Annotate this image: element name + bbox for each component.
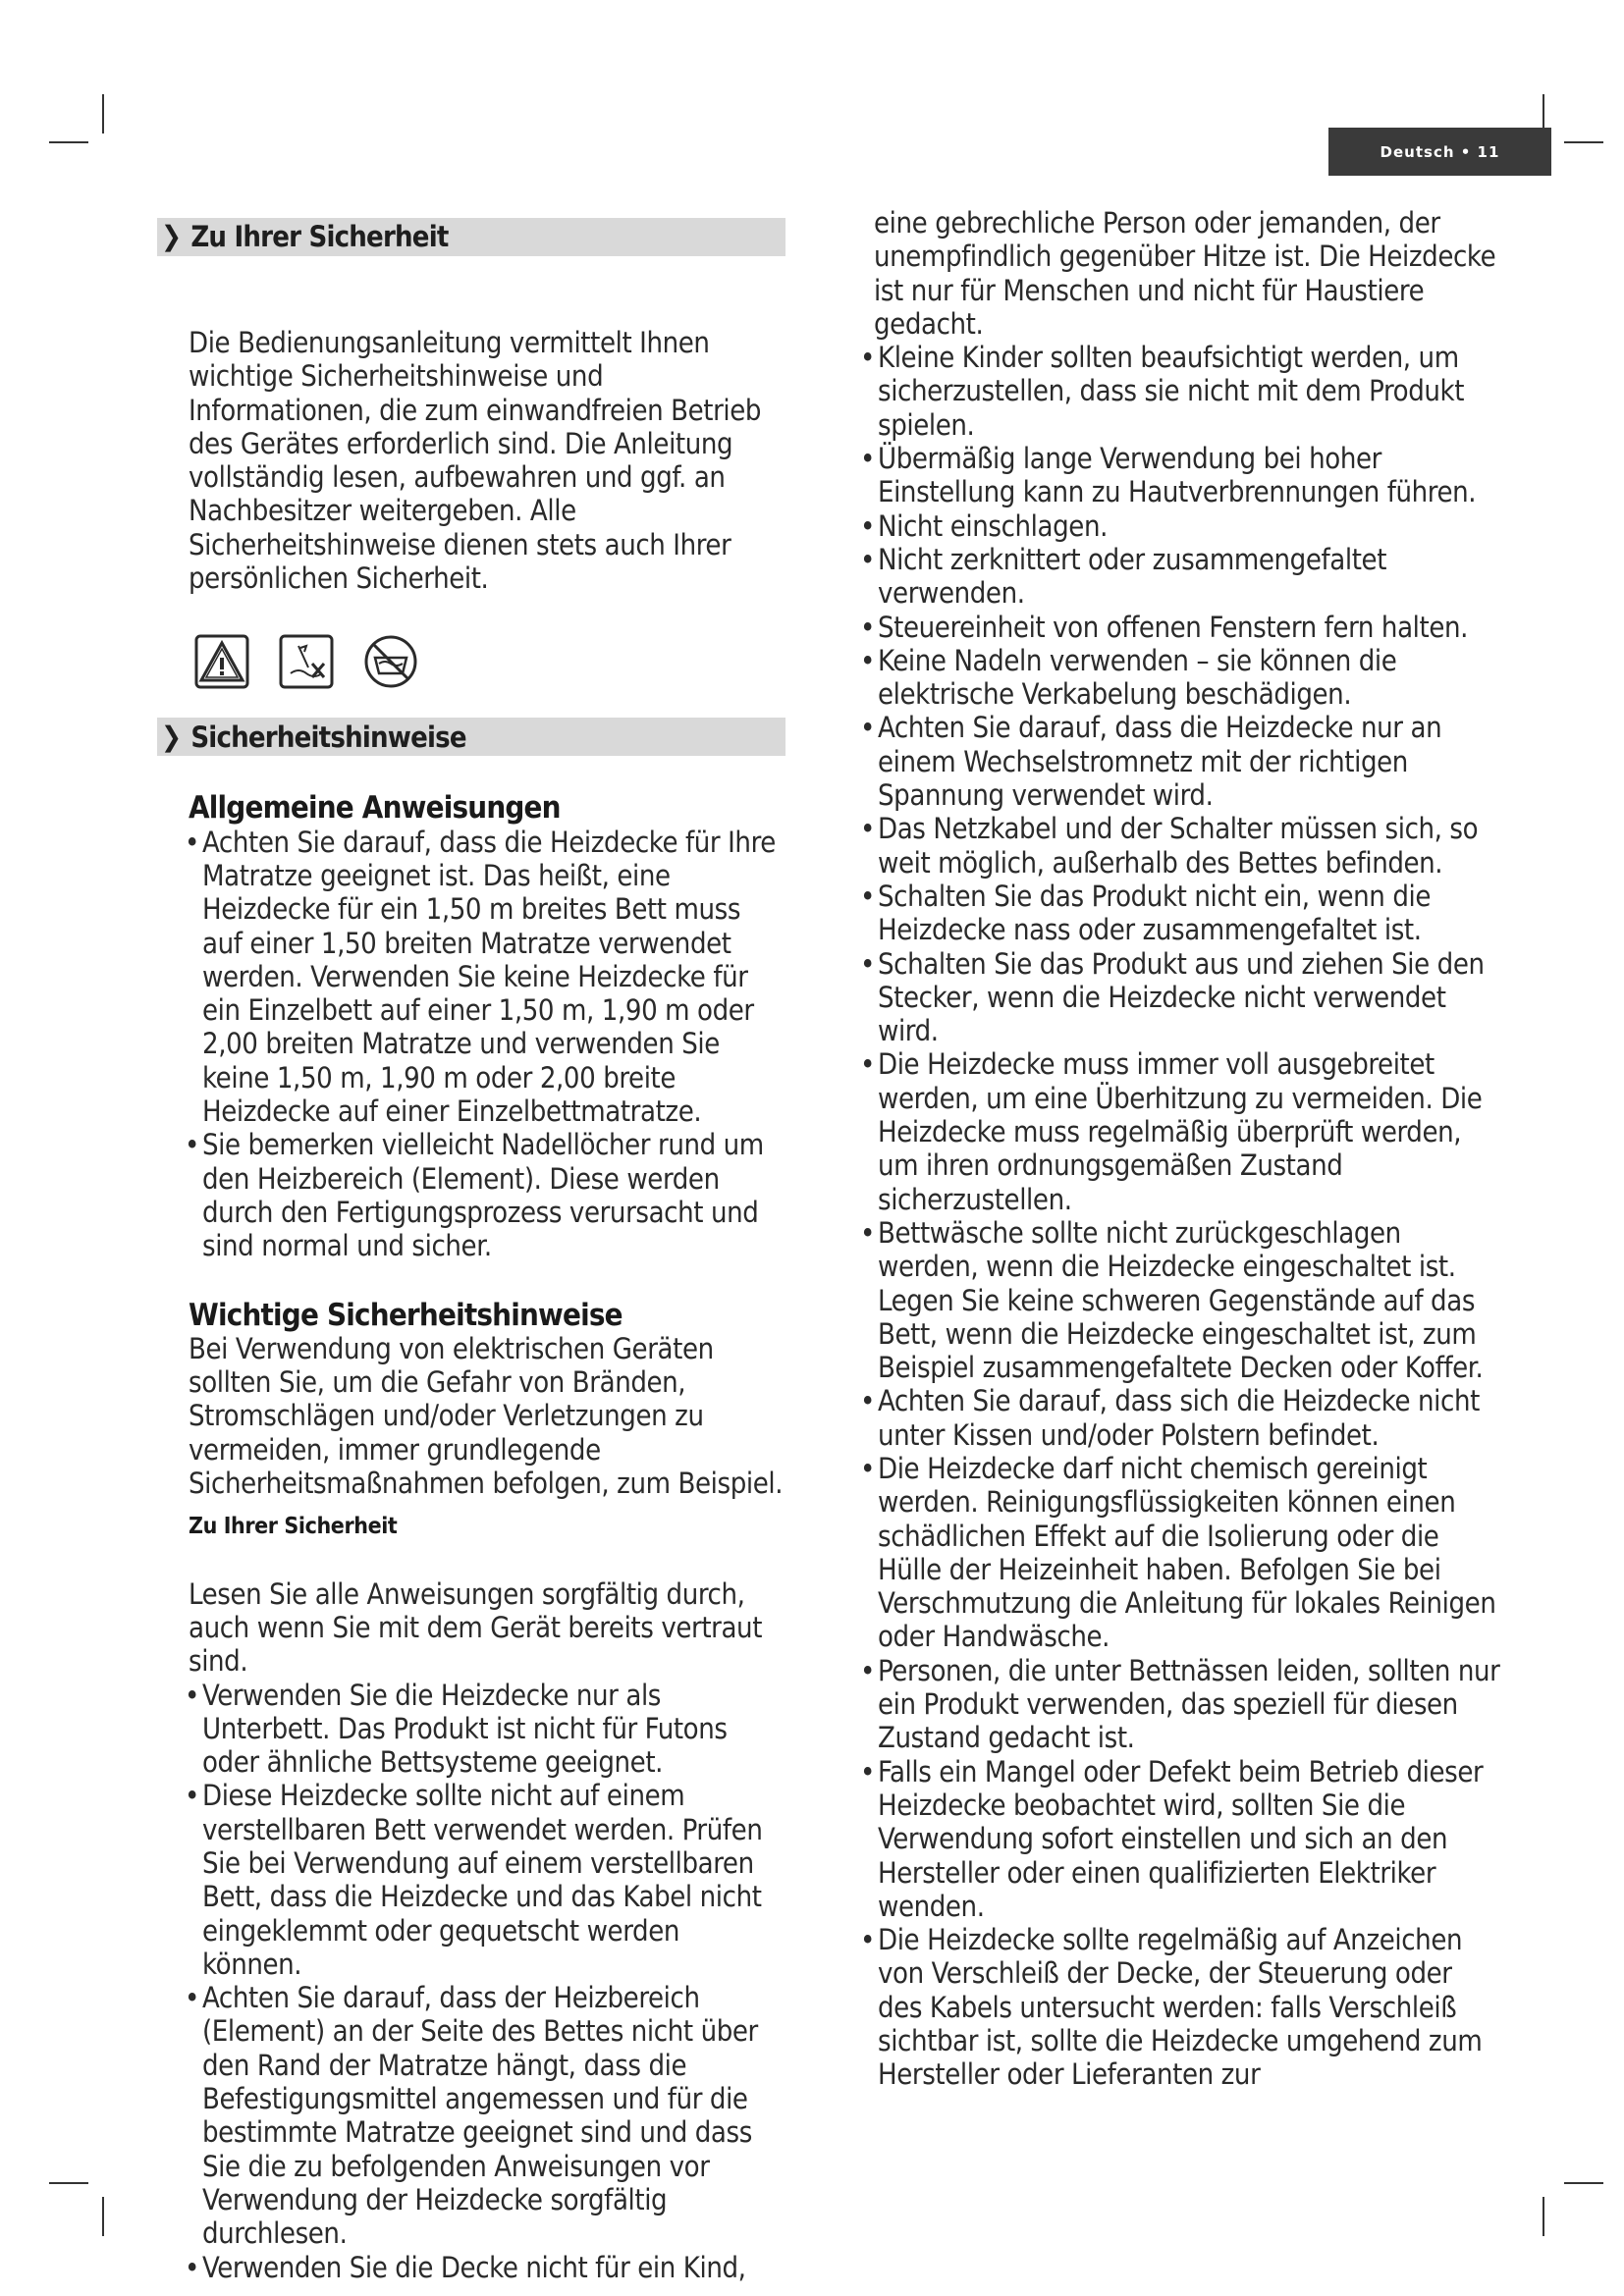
crop-mark	[1543, 2197, 1544, 2236]
safety-list	[157, 1679, 785, 2284]
list-item: • Verwenden Sie die Heizdecke nur als Unterbett. Das Produkt ist nicht für Futons oder ähnliche Bettsysteme geeignet.	[189, 1679, 785, 1780]
list-item: • Schalten Sie das Produkt nicht ein, wenn die Heizdecke nass oder zusammengefaltet ist.	[864, 880, 1502, 947]
crop-mark	[102, 2197, 104, 2236]
list-item: • Diese Heizdecke sollte nicht auf einem verstellbaren Bett verwendet werden. Prüfen Sie bei Verwendung auf einem verstellbaren Bett, dass die Heizdecke und das Kabel nicht eingeklemmt oder gequetscht werden können.	[189, 1779, 785, 1981]
list-item: • Keine Nadeln verwenden – sie können die elektrische Verkabelung beschädigen.	[864, 644, 1502, 712]
chevron-right-icon: ❯	[161, 720, 182, 753]
list-item: • Bettwäsche sollte nicht zurückgeschlagen werden, wenn die Heizdecke eingeschaltet ist. Legen Sie keine schweren Gegenstände auf das Bett, wenn die Heizdecke eingeschaltet ist, zum Beispiel zusammengefaltete Decken oder Koffer.	[864, 1216, 1502, 1384]
subheading-allgemeine: Allgemeine Anweisungen	[189, 790, 561, 827]
list-item: • Steuereinheit von offenen Fenstern fern halten.	[864, 611, 1502, 644]
section-heading-bar	[157, 218, 785, 256]
list-item: • Schalten Sie das Produkt aus und ziehen Sie den Stecker, wenn die Heizdecke nicht verwendet wird.	[864, 947, 1502, 1048]
page-language-tab: Deutsch • 11	[1328, 128, 1551, 176]
crop-mark	[49, 141, 88, 143]
crop-mark	[102, 94, 104, 133]
list-item: • Falls ein Mangel oder Defekt beim Betrieb dieser Heizdecke beobachtet wird, sollten Sie die Verwendung sofort einstellen und sich an den Hersteller oder einen qualifizierten Elektriker wenden.	[864, 1755, 1502, 1923]
list-item: • Nicht einschlagen.	[864, 509, 1502, 543]
section-title: Sicherheitshinweise	[190, 720, 466, 754]
list-item: • Kleine Kinder sollten beaufsichtigt werden, um sicherzustellen, dass sie nicht mit dem Produkt spielen.	[864, 341, 1502, 442]
list-item: • Achten Sie darauf, dass die Heizdecke nur an einem Wechselstromnetz mit der richtigen Spannung verwendet wird.	[864, 711, 1502, 812]
list-item: • Die Heizdecke muss immer voll ausgebreitet werden, um eine Überhitzung zu vermeiden. Die Heizdecke muss regelmäßig überprüft werden, um ihren ordnungsgemäßen Zustand sicherzustellen.	[864, 1047, 1502, 1215]
intro-paragraph: Die Bedienungsanleitung vermittelt Ihnen wichtige Sicherheitshinweise und Informationen, die zum einwandfreien Betrieb des Gerätes erforderlich sind. Die Anleitung vollständig lesen, aufbewahren und ggf. an Nachbesitzer weitergeben. Alle Sicherheitshinweise dienen stets auch Ihrer persönlichen Sicherheit.	[189, 326, 762, 596]
list-item: • Personen, die unter Bettnässen leiden, sollten nur ein Produkt verwenden, das speziell für diesen Zustand gedacht ist.	[864, 1654, 1502, 1755]
chevron-right-icon: ❯	[161, 220, 182, 253]
list-item: • Die Heizdecke sollte regelmäßig auf Anzeichen von Verschleiß der Decke, der Steuerung oder des Kabels untersucht werden: falls Verschleiß sichtbar ist, sollte die Heizdecke umgehend zum Hersteller oder Lieferanten zur	[864, 1923, 1502, 2091]
left-column	[157, 218, 785, 2284]
section-heading-bar	[157, 718, 785, 756]
section-title: Zu Ihrer Sicherheit	[190, 220, 449, 254]
right-column	[864, 206, 1502, 2092]
list-item: • Nicht zerknittert oder zusammengefaltet verwenden.	[864, 543, 1502, 611]
list-item: • Übermäßig lange Verwendung bei hoher Einstellung kann zu Hautverbrennungen führen.	[864, 442, 1502, 509]
list-item: • Achten Sie darauf, dass die Heizdecke für Ihre Matratze geeignet ist. Das heißt, eine Heizdecke für ein 1,50 m breites Bett muss auf einer 1,50 breiten Matratze verwendet werden. Verwenden Sie keine Heizdecke für ein Einzelbett auf einer 1,50 m, 1,90 m oder 2,00 breiten Matratze und verwenden Sie keine 1,50 m, 1,90 m oder 2,00 breite Heizdecke auf einer Einzelbettmatratze.	[189, 826, 785, 1129]
safety-icons-row	[194, 634, 785, 693]
continuation-paragraph: eine gebrechliche Person oder jemanden, der unempfindlich gegenüber Hitze ist. Die Heizdecke ist nur für Menschen und nicht für Haustiere gedacht.	[874, 206, 1496, 341]
wichtige-paragraph: Bei Verwendung von elektrischen Geräten sollten Sie, um die Gefahr von Bränden, Stromschlägen und/oder Verletzungen zu vermeiden, immer grundlegende Sicherheitsmaßnahmen befolgen, zum Beispiel.	[189, 1331, 784, 1501]
list-item: • Verwenden Sie die Decke nicht für ein Kind,	[189, 2251, 785, 2284]
list-item: • Sie bemerken vielleicht Nadellöcher rund um den Heizbereich (Element). Diese werden durch den Fertigungsprozess verursacht und sind normal und sicher.	[189, 1128, 785, 1262]
list-item: • Die Heizdecke darf nicht chemisch gereinigt werden. Reinigungsflüssigkeiten können einen schädlichen Effekt auf die Isolierung oder die Hülle der Heizeinheit haben. Befolgen Sie bei Verschmutzung die Anleitung für lokales Reinigen oder Handwäsche.	[864, 1452, 1502, 1654]
no-washing-icon	[363, 634, 418, 689]
list-item: • Achten Sie darauf, dass der Heizbereich (Element) an der Seite des Bettes nicht über den Rand der Matratze hängt, dass die Befestigungsmittel angemessen und für die bestimmte Matratze geeignet sind und dass Sie die zu befolgenden Anweisungen vor Verwendung der Heizdecke sorgfältig durchlesen.	[189, 1981, 785, 2250]
crop-mark	[1564, 2182, 1603, 2184]
subheading-wichtige: Wichtige Sicherheitshinweise	[189, 1297, 623, 1333]
lesen-paragraph: Lesen Sie alle Anweisungen sorgfältig durch, auch wenn Sie mit dem Gerät bereits vertraut sind.	[189, 1576, 763, 1679]
crop-mark	[1564, 141, 1603, 143]
safety-list-continued	[864, 341, 1502, 2091]
warning-triangle-icon	[194, 634, 249, 689]
subheading-zu-ihrer-sicherheit: Zu Ihrer Sicherheit	[189, 1514, 398, 1540]
no-needle-icon	[279, 634, 334, 689]
crop-mark	[49, 2182, 88, 2184]
allgemeine-list	[157, 826, 785, 1263]
list-item: • Achten Sie darauf, dass sich die Heizdecke nicht unter Kissen und/oder Polstern befindet.	[864, 1384, 1502, 1452]
list-item: • Das Netzkabel und der Schalter müssen sich, so weit möglich, außerhalb des Bettes befinden.	[864, 812, 1502, 880]
